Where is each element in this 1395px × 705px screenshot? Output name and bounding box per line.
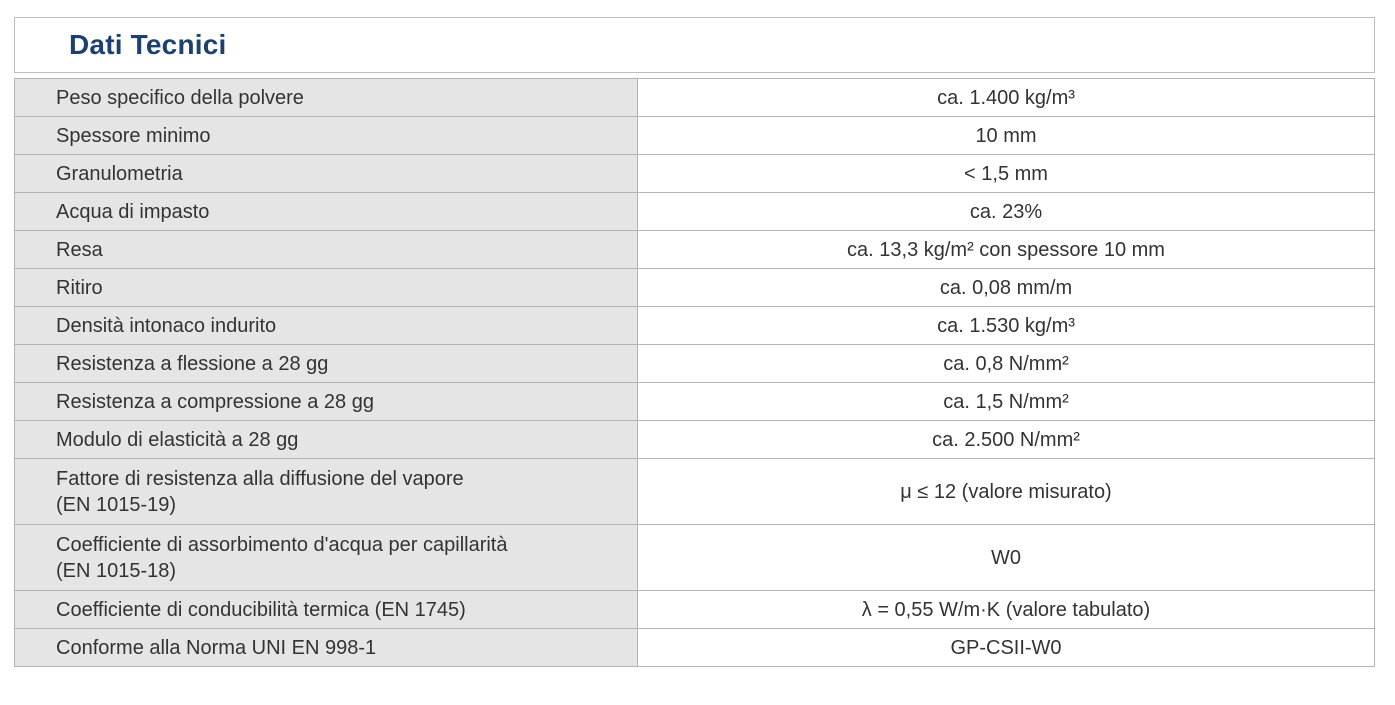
- table-row: [15, 383, 1375, 421]
- property-value: ca. 13,3 kg/m² con spessore 10 mm: [638, 231, 1375, 269]
- property-value: GP-CSII-W0: [638, 629, 1375, 667]
- property-label: Modulo di elasticità a 28 gg: [15, 421, 638, 459]
- table-row: [15, 155, 1375, 193]
- property-value: ca. 0,08 mm/m: [638, 269, 1375, 307]
- property-label: Resa: [15, 231, 638, 269]
- property-label: Coefficiente di conducibilità termica (EN 1745): [15, 591, 638, 629]
- property-label: Resistenza a flessione a 28 gg: [15, 345, 638, 383]
- property-label-line: Fattore di resistenza alla diffusione del vapore: [56, 467, 464, 490]
- property-label: Resistenza a compressione a 28 gg: [15, 383, 638, 421]
- property-label: Conforme alla Norma UNI EN 998-1: [15, 629, 638, 667]
- table-row: [15, 525, 1375, 591]
- property-label-line: Coefficiente di assorbimento d'acqua per capillarità: [56, 533, 508, 556]
- property-label: Peso specifico della polvere: [15, 79, 638, 117]
- technical-data-section: [14, 17, 1375, 667]
- table-row: [15, 307, 1375, 345]
- property-value: ca. 23%: [638, 193, 1375, 231]
- property-value: λ = 0,55 W/m·K (valore tabulato): [638, 591, 1375, 629]
- table-row: [15, 117, 1375, 155]
- table-row: [15, 421, 1375, 459]
- property-value: μ ≤ 12 (valore misurato): [638, 459, 1375, 525]
- property-value: W0: [638, 525, 1375, 591]
- property-label: [15, 525, 638, 591]
- property-label: Granulometria: [15, 155, 638, 193]
- property-label: Spessore minimo: [15, 117, 638, 155]
- property-label-line: (EN 1015-19): [56, 493, 177, 516]
- property-value: ca. 1.530 kg/m³: [638, 307, 1375, 345]
- table-row: [15, 459, 1375, 525]
- property-label: Ritiro: [15, 269, 638, 307]
- property-label: [15, 459, 638, 525]
- property-label: Densità intonaco indurito: [15, 307, 638, 345]
- property-value: ca. 0,8 N/mm²: [638, 345, 1375, 383]
- table-row: [15, 193, 1375, 231]
- property-value: ca. 1,5 N/mm²: [638, 383, 1375, 421]
- property-value: 10 mm: [638, 117, 1375, 155]
- table-row: [15, 591, 1375, 629]
- table-row: [15, 345, 1375, 383]
- table-row: [15, 79, 1375, 117]
- table-row: [15, 629, 1375, 667]
- property-value: ca. 1.400 kg/m³: [638, 79, 1375, 117]
- property-label: Acqua di impasto: [15, 193, 638, 231]
- property-label-line: (EN 1015-18): [56, 559, 177, 582]
- table-row: [15, 269, 1375, 307]
- section-title: Dati Tecnici: [69, 29, 227, 60]
- property-value: < 1,5 mm: [638, 155, 1375, 193]
- technical-data-table: [14, 78, 1375, 667]
- table-row: [15, 231, 1375, 269]
- section-header: [14, 17, 1375, 73]
- property-value: ca. 2.500 N/mm²: [638, 421, 1375, 459]
